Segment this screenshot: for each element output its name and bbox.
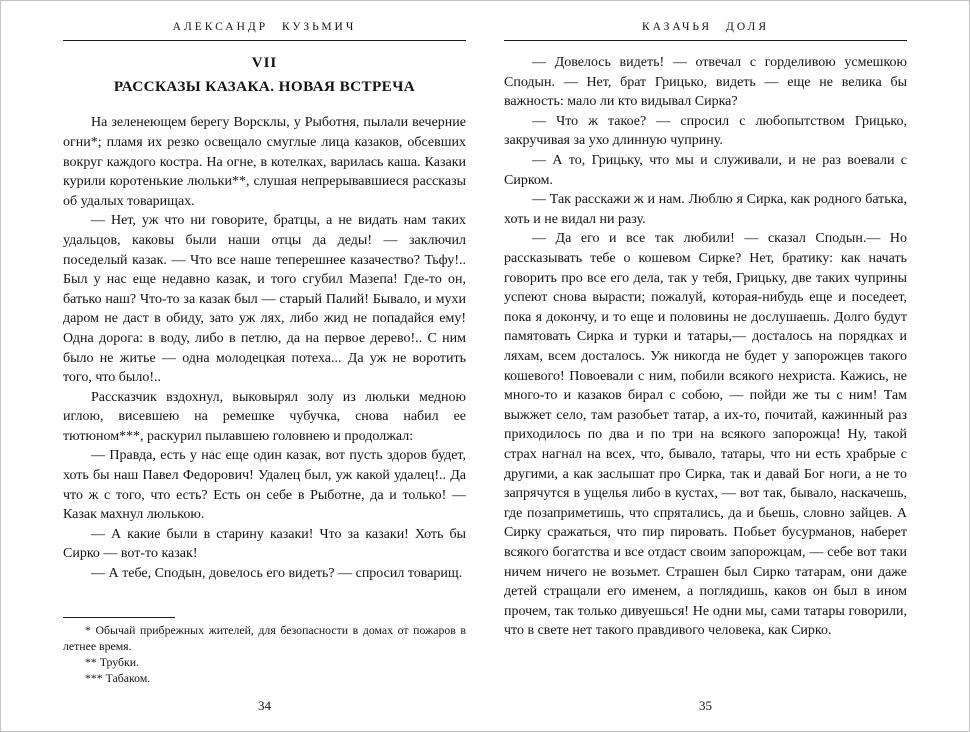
left-running-head: АЛЕКСАНДР КУЗЬМИЧ <box>63 19 466 41</box>
paragraph: — А то, Грицьку, что мы и служивали, и не раз воевали с Сирком. <box>504 153 907 188</box>
footnotes-block <box>63 617 466 687</box>
paragraph: — Правда, есть у нас еще один казак, вот пусть здоров будет, хоть бы наш Павел Федорович! Удалец был, уж какой удалец!.. Да что ж с того, что есть? Есть он себе в Рыботне, да и только! — Казак махнул люлькою. <box>63 448 466 523</box>
page-number-right: 35 <box>699 697 712 713</box>
paragraph: На зеленеющем берегу Ворсклы, у Рыботня, пылали вечерние огни*; пламя их резко освещало смуглые лица казаков, обсевших вокруг каждого костра. На огне, в котелках, варилась каша. Казаки курили коротенькие люльки**, слушая непрерывавшиеся рассказы об удалых товарищах. <box>63 115 466 209</box>
paragraph: — Что ж такое? — спросил с любопытством Грицько, закручивая за ухо длинную чуприну. <box>504 113 907 149</box>
paragraph: — Довелось видеть! — отвечал с горделивою усмешкою Сподын. — Нет, брат Грицько, видеть — еще не велика бы важность: мало ли кто видывал Сирка? <box>504 55 907 110</box>
left-page <box>63 19 466 719</box>
footnote-rule <box>63 617 175 618</box>
footnote: ** Трубки. <box>85 655 139 670</box>
paragraph: — А тебе, Сподын, довелось его видеть? — спросил товарищ. <box>91 566 463 582</box>
right-page <box>504 19 907 719</box>
page-number-left: 34 <box>258 697 271 713</box>
right-running-head: КАЗАЧЬЯ ДОЛЯ <box>504 19 907 41</box>
footnote: *** Табаком. <box>85 671 151 686</box>
paragraph: — Да его и все так любили! — сказал Сподын.— Но рассказывать тебе о кошевом Сирке? Нет, братику: как начать говорить про все его дела, так у тебя, Грицьку, две таких чуприны успеют снова вырасти; пожалуй, которая-нибудь еще и поседеет, пока я докончу, и то еще и половины не дослушаешь. Долго будут памятовать Сирка и турки и татары,— досталось на порядках и ляхам, всем досталось. Уж никогда не будет у запорожцев такого кошевого! Повоевали с ним, побили всякого нехриста. Кажись, не много-то и казаков бирал с собою, — пойди же ты с ним! Там выжжет село, там разобьет татар, а их-то, почитай, кажинный раз приходилось по два и по три на всякого запорожца! Ну, такой страх нагнал на всех, что, бывало, татары, что ни есть храбрые с другими, а как заслышат про Сирка, так и давай Бог ноги, а не то запрячутся в ущелья либо в кустах, — вот так, бывало, наскачешь, где позаприметишь, что спрятались, да и бьешь, словно зайцев. А Сирку сражаться, что пир пировать. Побьет бусурманов, наберет всякого богатства и все отдаст своим запорожцам, — себе вот таки ничем ничего не возьмет. Страшен был Сирко татарам, они даже детей стращали его именем, а поглядишь, каков он был в ином прочем, так только дивуешься! Не одни мы, сами татары говорили, что в свете нет такого правдивого человека, как Сирко. <box>504 231 907 639</box>
chapter-title: РАССКАЗЫ КАЗАКА. НОВАЯ ВСТРЕЧА <box>113 78 416 96</box>
paragraph: — Так расскажи ж и нам. Люблю я Сирка, как родного батька, хоть и не видал ни разу. <box>504 192 907 227</box>
chapter-number: VII <box>251 55 278 72</box>
paragraph: Рассказчик вздохнул, выковырял золу из люльки медною иглою, висевшею на ремешке чубучка, снова набил ее тютюном***, раскурил пылавшею головнею и продолжал: <box>63 389 466 444</box>
footnote: * Обычай прибрежных жителей, для безопасности в домах от пожаров в летнее время. <box>63 623 466 654</box>
paragraph: — А какие были в старину казаки! Что за казаки! Хоть бы Сирко — вот-то казак! <box>63 526 466 562</box>
paragraph: — Нет, уж что ни говорите, братцы, а не видать нам таких удальцов, каковы были наши отцы да деды! — заключил поседелый казак. — Что все наше теперешнее казачество? Тьфу!.. Был у нас еще недавно казак, и того сгубил Мазепа! Где-то он, батько наш? Что-то за казак был — старый Палий! Бывало, и мухи даром не даст в обиду, зато уж лях, либо жид не попадайся ему! Одна дорога: в воду, либо в петлю, да на первое дерево!.. С ним было не житье — одна молодецкая потеха... Да уж не воротить того, что было!.. <box>63 213 466 386</box>
